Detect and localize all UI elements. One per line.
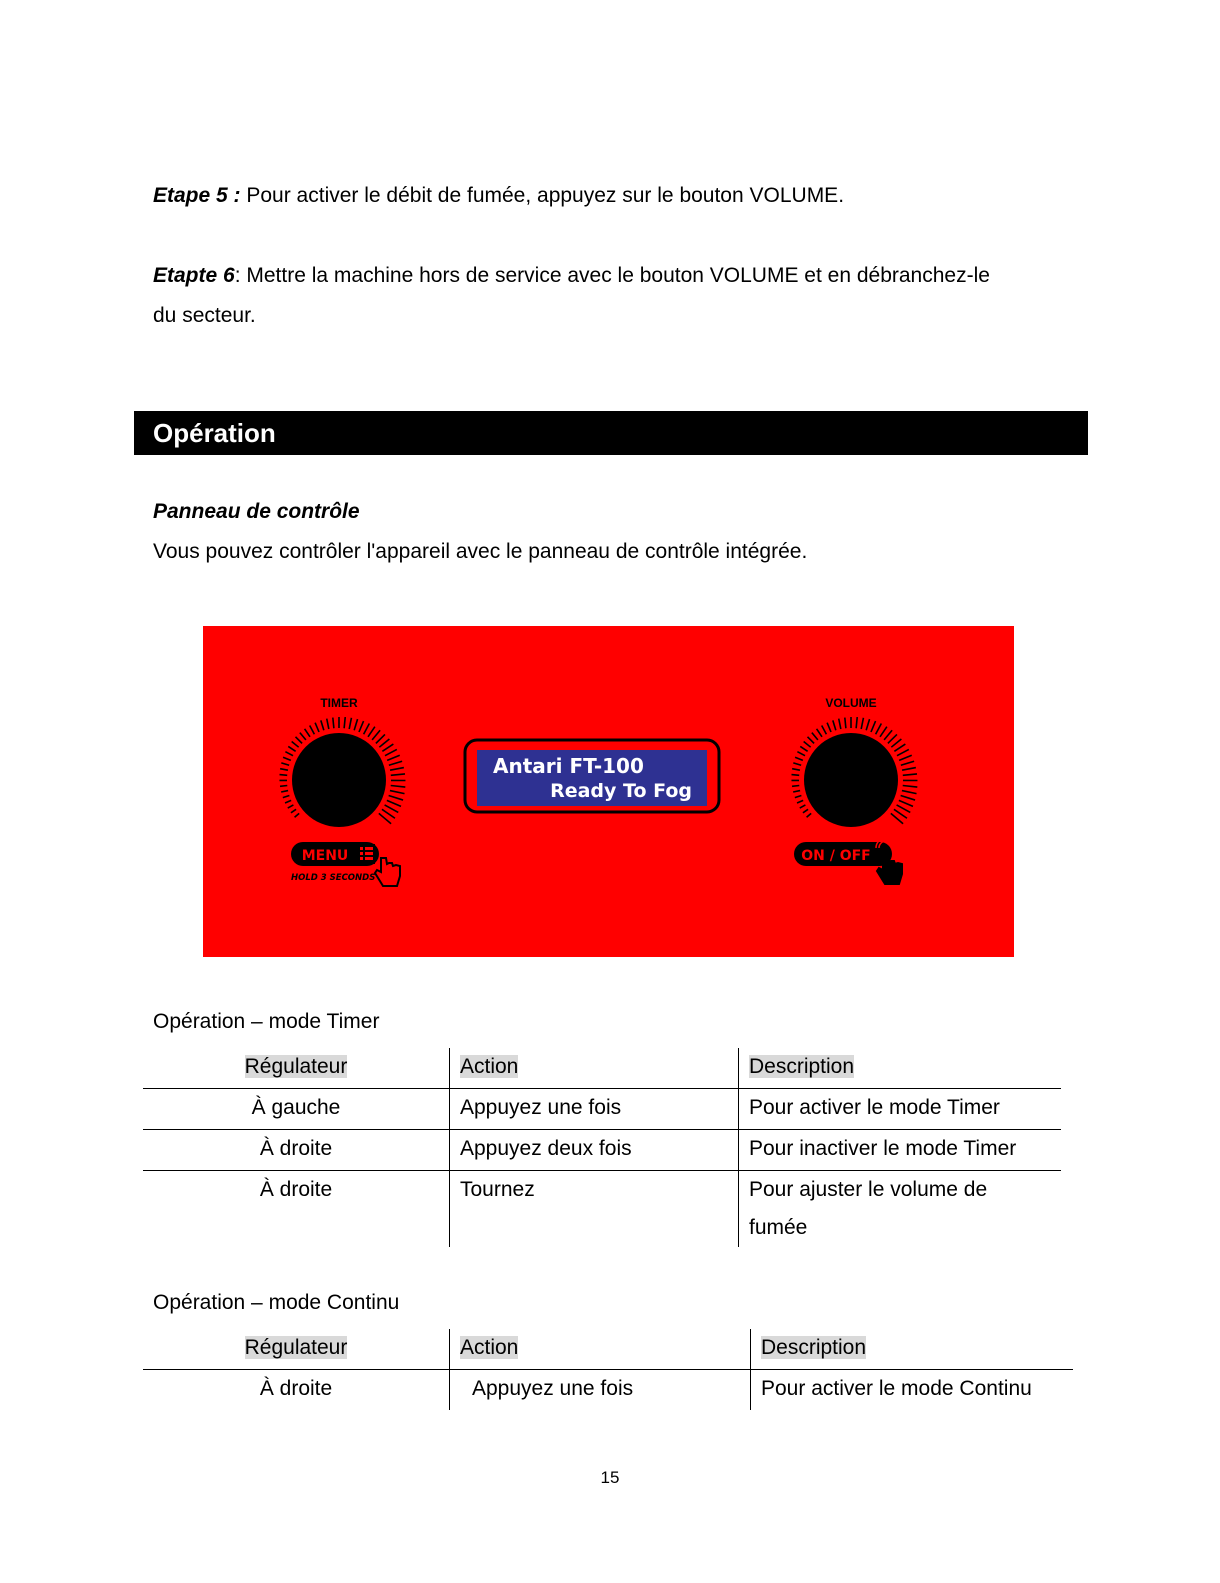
page-number: 15: [600, 1468, 620, 1487]
scale-tick: [368, 727, 375, 737]
scale-tick: [902, 768, 916, 771]
header-description: Description: [739, 1048, 1062, 1089]
scale-tick: [300, 733, 306, 740]
scale-tick: [389, 761, 402, 765]
table-continu-caption: Opération – mode Continu: [153, 1291, 400, 1314]
scale-tick: [903, 774, 917, 775]
menu-button-label: MENU: [301, 848, 349, 864]
scale-tick: [390, 768, 404, 771]
scale-tick: [291, 809, 296, 813]
cell-description: Pour inactiver le mode Timer: [739, 1130, 1062, 1171]
header-action: Action: [450, 1048, 739, 1089]
table-timer-caption: Opération – mode Timer: [153, 1010, 380, 1033]
scale-tick: [880, 727, 887, 737]
section-header-bar: [134, 411, 1088, 455]
step-6-label: Etapte 6: [153, 264, 235, 287]
scale-tick: [897, 805, 911, 812]
scale-tick: [822, 725, 827, 734]
cell-action: Appuyez deux fois: [450, 1130, 739, 1171]
control-panel-intro: Vous pouvez contrôler l'appareil avec le panneau de contrôle intégrée.: [153, 540, 808, 563]
cell-action: Tournez: [450, 1171, 739, 1248]
scale-tick: [903, 786, 918, 788]
step-6-paragraph: [153, 256, 1053, 336]
scale-tick: [888, 734, 897, 743]
scale-tick: [283, 757, 291, 760]
cell-regulator: À droite: [143, 1370, 450, 1411]
scale-tick: [807, 813, 812, 817]
scale-tick: [902, 791, 917, 794]
table-continu-mode: [143, 1329, 1073, 1410]
scale-tick: [839, 719, 841, 729]
cell-action: Appuyez une fois: [450, 1089, 739, 1130]
scale-tick: [385, 805, 399, 812]
scale-tick: [876, 724, 882, 735]
scale-tick: [379, 739, 389, 747]
scale-tick: [804, 741, 811, 747]
scale-tick: [281, 763, 289, 765]
scale-tick: [792, 769, 800, 771]
scale-tick: [385, 749, 397, 755]
header-action: Action: [450, 1329, 751, 1370]
section-title: Opération: [153, 418, 276, 448]
table-row: [143, 1089, 1061, 1130]
scale-tick: [833, 720, 836, 730]
scale-tick: [359, 721, 364, 732]
scale-tick: [800, 805, 806, 808]
scale-tick: [795, 757, 803, 760]
scale-tick: [793, 791, 800, 792]
scale-tick: [354, 719, 357, 730]
scale-tick: [856, 717, 857, 728]
scale-tick: [817, 729, 822, 737]
scale-tick: [792, 775, 800, 776]
scale-tick: [861, 718, 863, 729]
scale-tick: [295, 813, 300, 817]
cell-regulator: À droite: [143, 1130, 450, 1171]
scale-tick: [280, 769, 288, 771]
table-row: [143, 1130, 1061, 1171]
scale-tick: [901, 796, 915, 801]
table-header-row: [143, 1329, 1073, 1370]
scale-tick: [884, 730, 892, 740]
scale-tick: [296, 737, 303, 744]
scale-tick: [349, 718, 351, 729]
step-5-label: Etape 5 :: [153, 184, 241, 207]
header-regulator: Régulateur: [143, 1048, 450, 1089]
menu-hold-hint: HOLD 3 SECONDS: [291, 873, 376, 883]
hand-pointer-icon: [375, 858, 400, 886]
scale-tick: [795, 796, 802, 798]
scale-tick: [800, 746, 807, 751]
table-row: [143, 1370, 1073, 1411]
scale-tick: [808, 737, 815, 744]
volume-knob[interactable]: [804, 733, 898, 827]
scale-tick: [866, 719, 869, 730]
scale-tick: [310, 725, 315, 734]
scale-tick: [899, 755, 912, 760]
scale-tick: [894, 744, 905, 751]
scale-tick: [285, 800, 291, 803]
step-5-paragraph: [153, 176, 844, 216]
cell-regulator: À droite: [143, 1171, 450, 1248]
step-5-text: Pour activer le débit de fumée, appuyez sur le bouton VOLUME.: [240, 184, 845, 207]
scale-tick: [803, 809, 808, 813]
scale-tick: [391, 774, 405, 775]
table-timer-mode: [143, 1048, 1061, 1247]
scale-tick: [389, 796, 403, 801]
scale-tick: [793, 763, 801, 765]
scale-tick: [390, 791, 405, 794]
scale-tick: [387, 755, 400, 760]
control-panel-subheading: Panneau de contrôle: [153, 500, 360, 523]
timer-knob[interactable]: [292, 733, 386, 827]
scale-tick: [797, 800, 803, 803]
display-line-1: Antari FT-100: [493, 754, 644, 778]
volume-label: VOLUME: [825, 696, 877, 710]
scale-tick: [280, 775, 288, 776]
scale-tick: [281, 791, 288, 792]
scale-tick: [812, 733, 818, 740]
header-description: Description: [751, 1329, 1074, 1370]
scale-tick: [288, 746, 295, 751]
cell-description: Pour activer le mode Timer: [749, 1096, 1000, 1119]
scale-tick: [285, 752, 293, 756]
scale-tick: [797, 752, 805, 756]
scale-tick: [901, 761, 914, 765]
cell-description: Pour ajuster le volume de fumée: [739, 1171, 1062, 1248]
scale-tick: [364, 724, 370, 735]
menu-list-icon: [357, 844, 375, 864]
table-row: [143, 1171, 1061, 1248]
control-panel-illustration: [203, 626, 1014, 957]
scale-tick: [283, 796, 290, 798]
step-6-text: : Mettre la machine hors de service avec le bouton VOLUME et en débranchez-le: [234, 264, 990, 287]
step-6-text-continued: du secteur.: [153, 304, 256, 327]
table-header-row: [143, 1048, 1061, 1089]
scale-tick: [372, 730, 380, 740]
timer-label: TIMER: [320, 696, 358, 710]
on-off-button-label: ON / OFF: [801, 848, 871, 864]
scale-tick: [321, 720, 324, 730]
cell-description: Pour activer le mode Continu: [761, 1377, 1032, 1400]
scale-tick: [280, 786, 287, 787]
scale-tick: [327, 719, 329, 729]
scale-tick: [899, 800, 913, 806]
display-line-2: Ready To Fog: [550, 780, 692, 802]
scale-tick: [315, 723, 319, 732]
scale-tick: [792, 786, 799, 787]
scale-tick: [871, 721, 876, 732]
scale-tick: [344, 717, 345, 728]
scale-tick: [845, 718, 846, 729]
menu-button[interactable]: [291, 842, 379, 866]
control-panel-drawing: [203, 626, 1014, 957]
scale-tick: [305, 729, 310, 737]
scale-tick: [382, 744, 393, 751]
cell-action: Appuyez une fois: [450, 1370, 751, 1411]
scale-tick: [891, 739, 901, 747]
scale-tick: [391, 786, 406, 788]
scale-tick: [333, 718, 334, 729]
on-off-button[interactable]: [794, 842, 892, 866]
scale-tick: [376, 734, 385, 743]
cell-regulator: À gauche: [143, 1089, 450, 1130]
scale-tick: [897, 749, 909, 755]
scale-tick: [827, 723, 831, 732]
scale-tick: [292, 741, 299, 747]
scale-tick: [387, 800, 401, 806]
scale-tick: [288, 805, 294, 808]
header-regulator: Régulateur: [143, 1329, 450, 1370]
